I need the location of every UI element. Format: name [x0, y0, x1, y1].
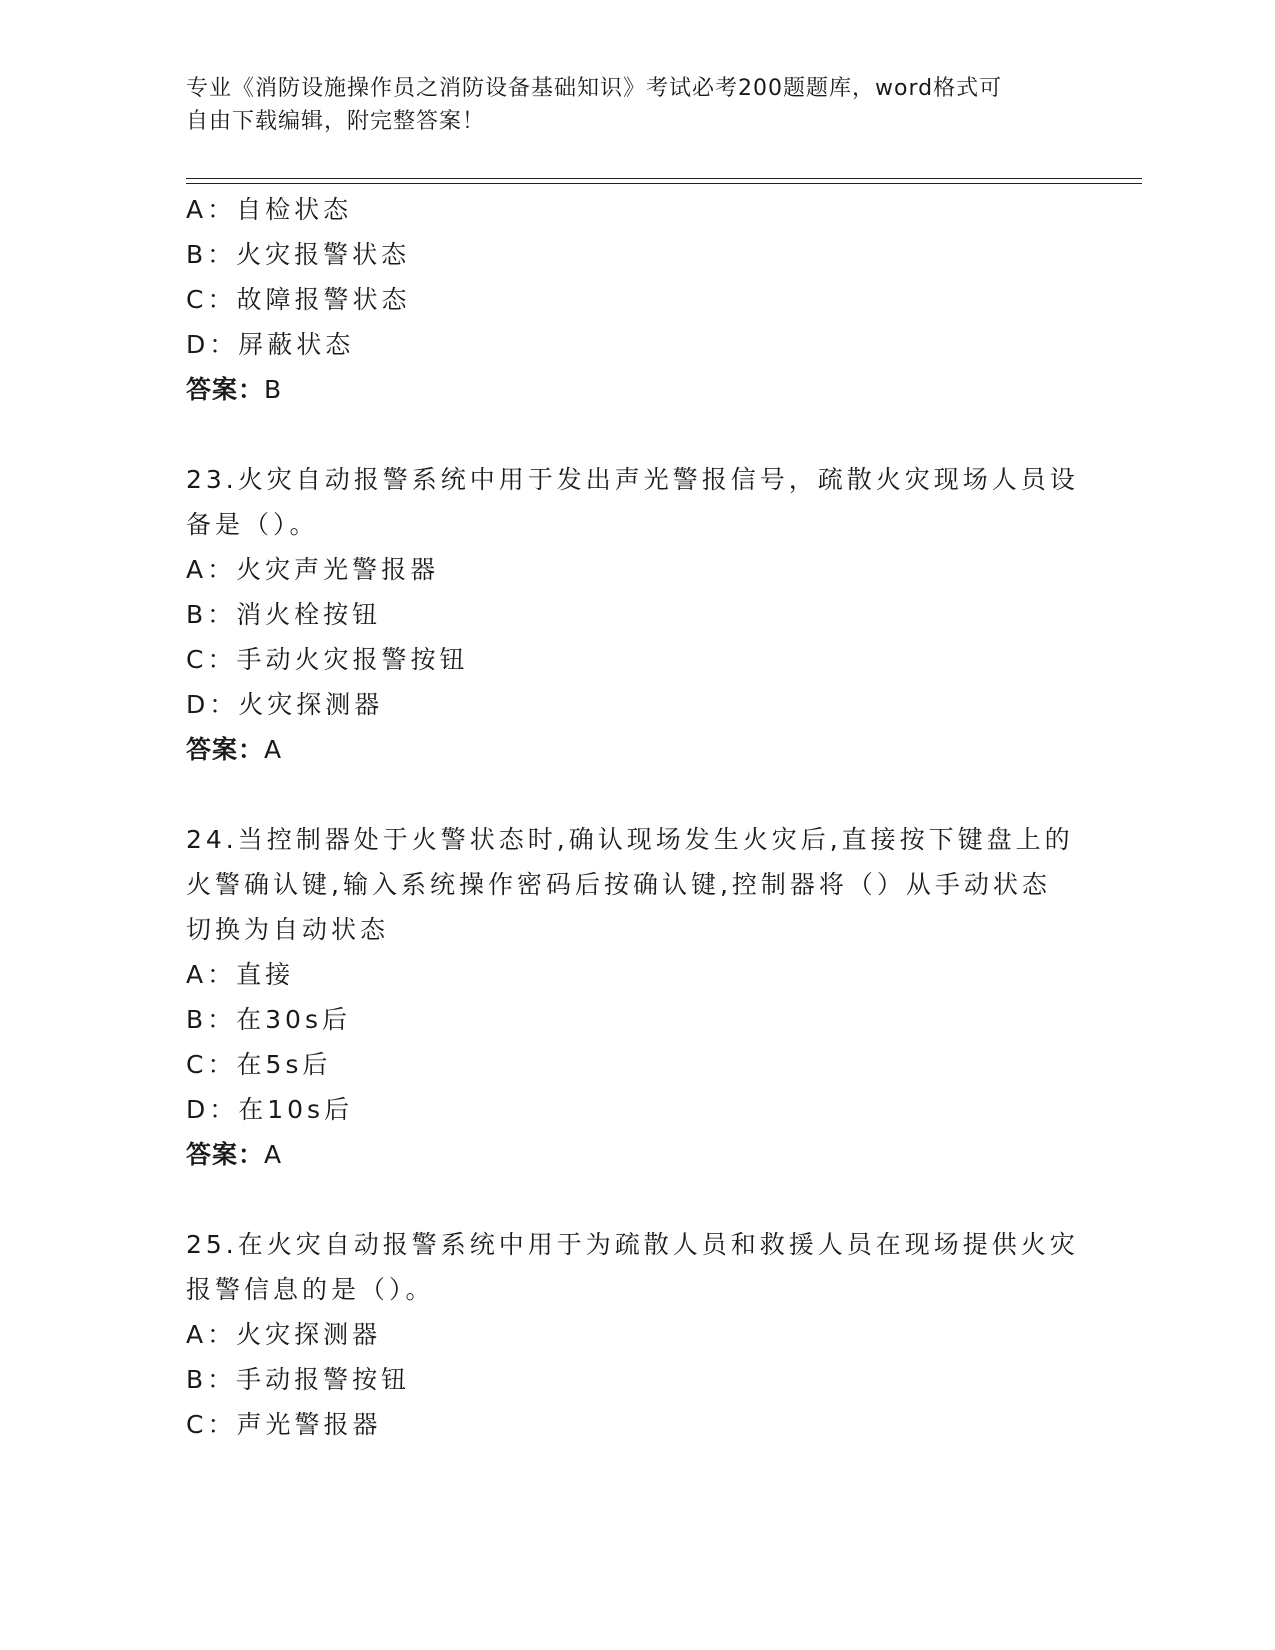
question-text-line: 25.在火灾自动报警系统中用于为疏散人员和救援人员在现场提供火灾 — [186, 1230, 1079, 1259]
answer-value: A — [264, 1140, 283, 1169]
option-c: C：手动火灾报警按钮 — [186, 645, 469, 674]
question-text-line: 切换为自动状态 — [186, 915, 390, 944]
question-23 — [186, 457, 1086, 772]
answer-value: B — [264, 375, 283, 404]
answer-label: 答案： — [186, 1140, 265, 1169]
option-b: B：手动报警按钮 — [186, 1365, 411, 1394]
answer-label: 答案： — [186, 375, 265, 404]
option-d: D：屏蔽状态 — [186, 330, 355, 359]
question-text-line: 23.火灾自动报警系统中用于发出声光警报信号，疏散火灾现场人员设 — [186, 465, 1079, 494]
header-line-1: 专业《消防设施操作员之消防设备基础知识》考试必考200题题库，word格式可 — [186, 76, 1003, 101]
option-b: B：消火栓按钮 — [186, 600, 382, 629]
question-22-block — [186, 187, 1086, 412]
question-24 — [186, 817, 1086, 1177]
option-c: C：故障报警状态 — [186, 285, 411, 314]
header-line-2: 自由下载编辑，附完整答案！ — [186, 109, 486, 134]
question-text-line: 报警信息的是（）。 — [186, 1275, 435, 1304]
option-c: C：在5s后 — [186, 1050, 332, 1079]
answer-line — [186, 727, 1086, 772]
option-c: C：声光警报器 — [186, 1410, 382, 1439]
option-a: A：火灾声光警报器 — [186, 555, 440, 584]
answer-line — [186, 1132, 1086, 1177]
option-b: B：在30s后 — [186, 1005, 351, 1034]
question-25 — [186, 1222, 1086, 1447]
document-header — [186, 72, 1066, 138]
option-d: D：在10s后 — [186, 1095, 354, 1124]
answer-value: A — [264, 735, 283, 764]
question-text-line: 火警确认键,输入系统操作密码后按确认键,控制器将（）从手动状态 — [186, 870, 1051, 899]
answer-line — [186, 367, 1086, 412]
option-a: A：火灾探测器 — [186, 1320, 382, 1349]
question-text-line: 备是（）。 — [186, 510, 319, 539]
option-b: B：火灾报警状态 — [186, 240, 411, 269]
answer-label: 答案： — [186, 735, 265, 764]
question-content — [186, 187, 1086, 1447]
option-d: D：火灾探测器 — [186, 690, 384, 719]
option-a: A：直接 — [186, 960, 295, 989]
option-a: A：自检状态 — [186, 195, 353, 224]
header-divider — [186, 178, 1142, 184]
question-text-line: 24.当控制器处于火警状态时,确认现场发生火灾后,直接按下键盘上的 — [186, 825, 1074, 854]
